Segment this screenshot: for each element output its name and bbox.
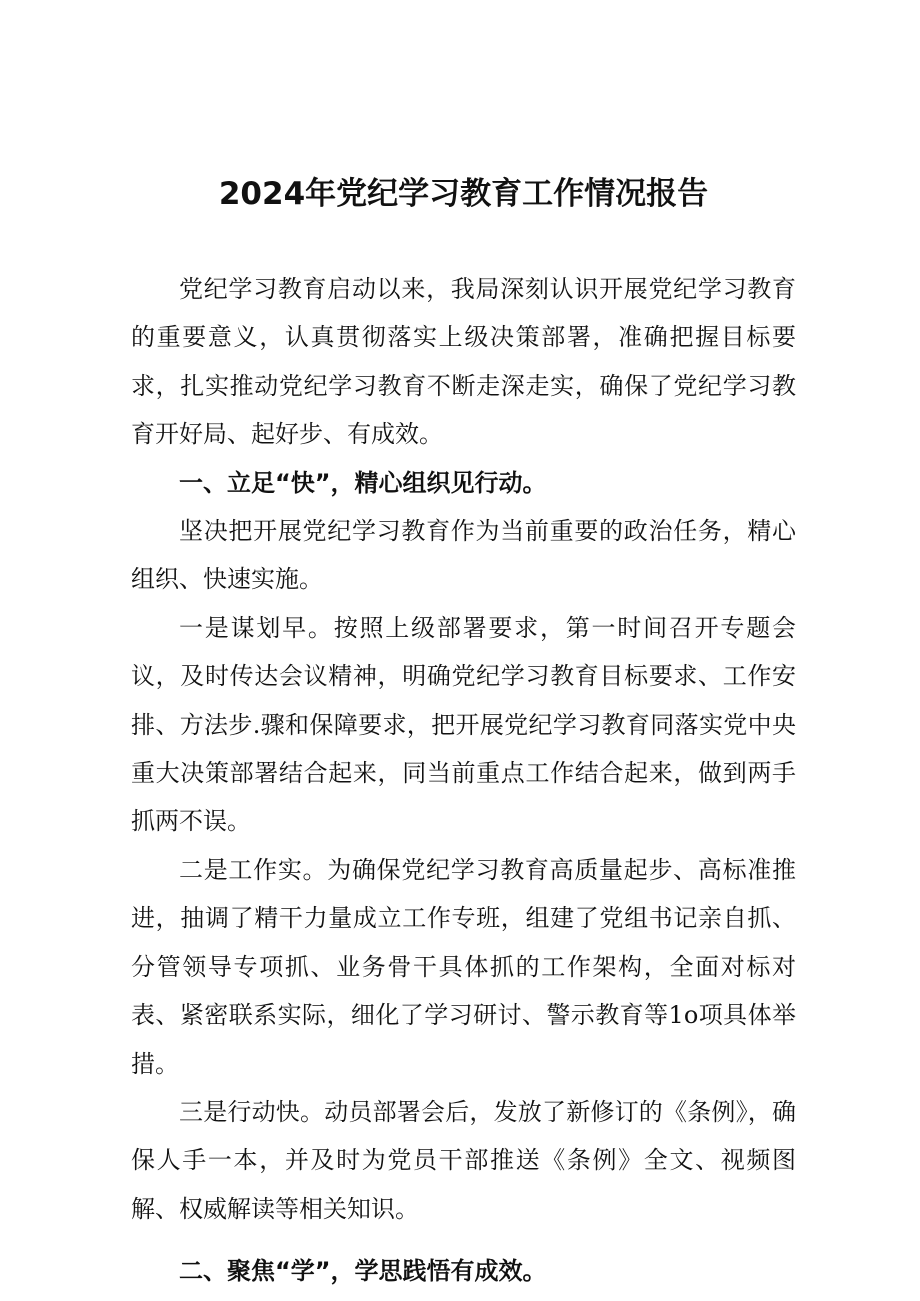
section-heading-2: 二、聚焦“学”，学思践悟有成效。 [179, 1257, 547, 1286]
paragraph-action-fast: 三是行动快。动员部署会后，发放了新修订的《条例》，确保人手一本，并及时为党员干部推送《条例》全文、视频图解、权威解读等相关知识。 [131, 1097, 796, 1223]
paragraph-intro: 党纪学习教育启动以来，我局深刻认识开展党纪学习教育的重要意义，认真贯彻落实上级决策部署，准确把握目标要求，扎实推动党纪学习教育不断走深走实，确保了党纪学习教育开好局、起好步、有成效。 [131, 275, 796, 449]
paragraph-work-solid: 二是工作实。为确保党纪学习教育高质量起步、高标准推进，抽调了精干力量成立工作专班，组建了党组书记亲自抓、分管领导专项抓、业务骨干具体抓的工作架构，全面对标对表、紧密联系实际，细化了学习研讨、警示教育等1o项具体举措。 [131, 855, 796, 1078]
document-title: 2024年党纪学习教育工作情况报告 [218, 176, 709, 212]
section-heading-1: 一、立足“快”，精心组织见行动。 [179, 468, 547, 497]
paragraph-planning-early: 一是谋划早。按照上级部署要求，第一时间召开专题会议，及时传达会议精神，明确党纪学习教育目标要求、工作安排、方法步.骤和保障要求，把开展党纪学习教育同落实党中央重大决策部署结合起来，同当前重点工作结合起来，做到两手抓两不误。 [131, 613, 796, 836]
paragraph-section-1-summary: 坚决把开展党纪学习教育作为当前重要的政治任务，精心组织、快速实施。 [131, 517, 796, 594]
document-body [131, 265, 796, 1296]
